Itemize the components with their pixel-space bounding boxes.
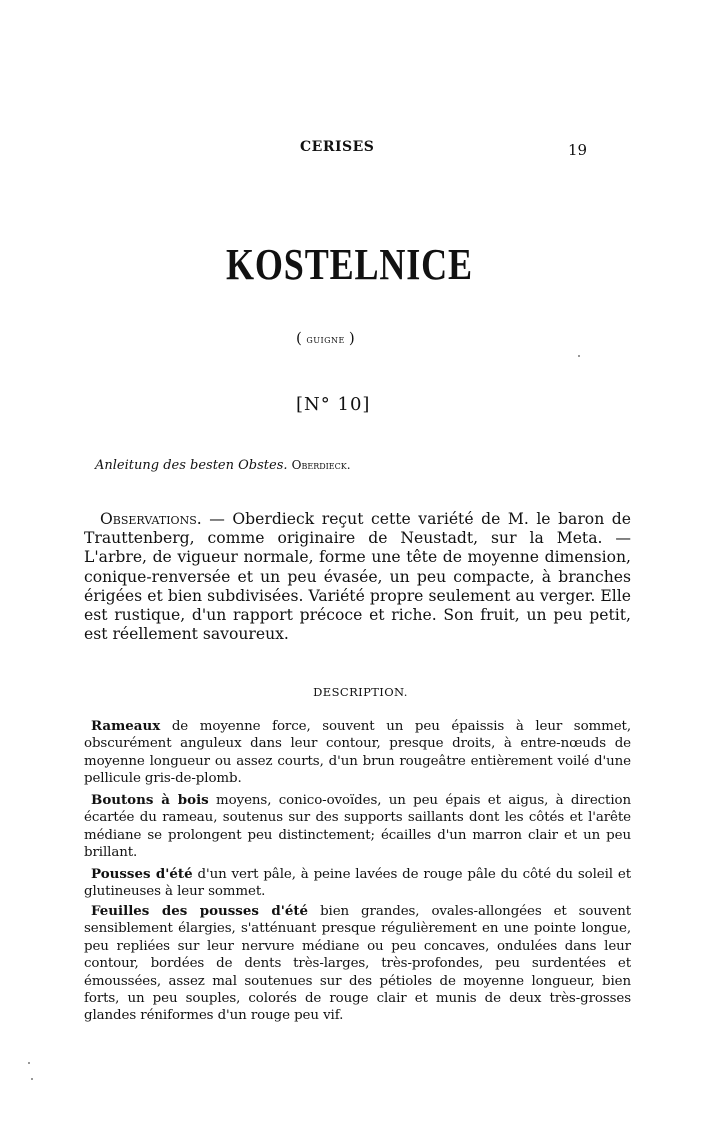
entry-subtitle [296,329,355,347]
description-term: Pousses d'été [91,866,193,882]
entry-title: KOSTELNICE [226,240,473,289]
description-item [84,866,631,901]
description-item [84,718,631,788]
description-text: d'un vert pâle, à peine lavées de rouge pâle du côté du soleil et glutineuses à leur sommet. [84,867,631,900]
description-term: Rameaux [91,718,161,734]
scan-speck [578,355,580,357]
description-heading: DESCRIPTION. [313,685,408,699]
subtitle-close-paren: ) [348,329,356,347]
description-item [84,792,631,862]
page-number: 19 [568,141,588,159]
observations-text: — Oberdieck reçut cette variété de M. le baron de Trauttenberg, comme originaire de Neustadt, sur la Meta. — L'arbre, de vigueur normale, forme une tête de moyenne dimension, conique-renversée et un peu évasée, un peu compacte, à branches érigées et bien subdivisées. Variété propre seulement au verger. Elle est rustique, d'un rapport précoce et riche. Son fruit, un peu petit, est réellement savoureux. [84,510,631,644]
subtitle-open-paren: ( [296,329,303,347]
bibliographic-reference [95,458,351,473]
scan-speck [28,1062,30,1064]
subtitle-text: guigne [306,333,345,346]
entry-number: [N° 10] [296,394,371,415]
observations-paragraph [84,510,631,644]
description-term: Boutons à bois [91,792,209,808]
description-text: moyens, conico-ovoïdes, un peu épais et aigus, à direction écartée du rameau, soutenus sur des supports saillants dont les côtés et l'arête médiane se prolongent peu distinctement; écailles d'un marron clair et un peu brillant. [84,793,631,861]
description-text: bien grandes, ovales-allongées et souvent sensiblement élargies, s'atténuant presque régulièrement en une pointe longue, peu repliées sur leur nervure médiane ou peu concaves, ondulées dans leur contour, bordées de dents très-larges, très-profondes, peu surdentées et émoussées, assez mal soutenues sur des pétioles de moyenne longueur, bien forts, un peu souples, colorés de rouge clair et munis de deux très-grosses glandes réniformes d'un rouge peu vif. [84,904,632,1024]
scan-speck [31,1078,33,1080]
description-item [84,903,631,1025]
reference-work: Anleitung des besten Obstes. [95,458,288,473]
running-head: CERISES [300,139,375,155]
description-text: de moyenne force, souvent un peu épaissis à leur sommet, obscurément anguleux dans leur contour, presque droits, à entre-nœuds de moyenne longueur ou assez courts, d'un brun rougeâtre entièrement voilé d'une pellicule gris-de-plomb. [84,719,631,787]
description-term: Feuilles des pousses d'été [91,903,309,919]
observations-lead: Observations. [100,510,202,528]
reference-author: Oberdieck. [291,458,351,472]
